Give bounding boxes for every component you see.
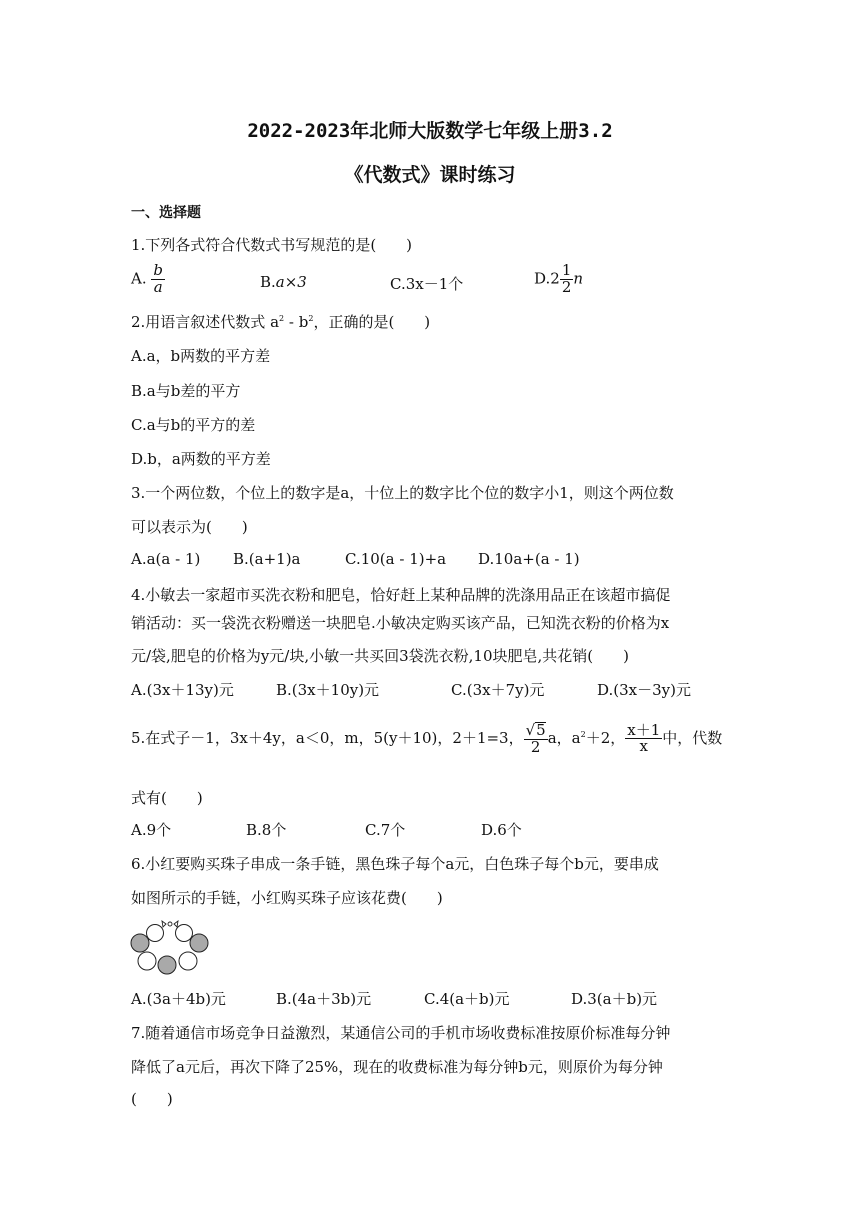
- q1-d-variable: n: [573, 269, 584, 288]
- q5-text-3: 中，代数: [662, 728, 723, 747]
- q1-option-b-text: a×3: [275, 273, 307, 291]
- q3-line-2: 可以表示为( ): [131, 518, 248, 536]
- q1-d-denominator: 2: [561, 277, 572, 296]
- q2-stem-mid: - b: [284, 313, 309, 331]
- q2-sup1: 2: [279, 314, 285, 323]
- q4-option-b: B.(3x＋10y)元: [276, 681, 380, 699]
- q1-option-c-text: 3x－1个: [405, 275, 464, 293]
- q7-line-3: ( ): [131, 1090, 173, 1108]
- q6-line-2: 如图所示的手链，小红购买珠子应该花费( ): [131, 889, 443, 907]
- q5-fraction-2-denominator: x: [639, 737, 648, 756]
- q1-d-whole: 2: [550, 269, 560, 288]
- q5-fraction-2-numerator: x＋1: [627, 720, 661, 739]
- q3-option-a: A.a(a - 1): [131, 550, 201, 568]
- q2-option-c: C.a与b的平方的差: [131, 416, 256, 434]
- q4-option-d: D.(3x－3y)元: [597, 681, 691, 699]
- q5-after-fraction: a，a: [547, 728, 581, 747]
- q5-sup: 2: [580, 729, 586, 739]
- q5-sqrt-fraction: $\frac{√5}{2}$: [525, 721, 546, 756]
- q4-option-a: A.(3x＋13y)元: [131, 681, 234, 699]
- q3-option-d: D.10a+(a - 1): [478, 550, 580, 568]
- q2-stem-pre: 2.用语言叙述代数式 a: [131, 313, 280, 331]
- q7-line-2: 降低了a元后，再次下降了25%，现在的收费标准为每分钟b元，则原价为每分钟: [131, 1058, 663, 1076]
- q1-option-d-prefix: D.: [534, 269, 551, 288]
- q1-option-d-fraction: [560, 263, 574, 296]
- bead-white-bottom-right: [179, 952, 197, 970]
- q1-option-c: [390, 273, 463, 294]
- q1-a-numerator: b: [153, 261, 163, 279]
- q1-d-numerator: 1: [561, 261, 572, 279]
- q1-option-a: [131, 263, 165, 296]
- section-heading: 一、选择题: [131, 205, 201, 221]
- q5-text-2: ＋2，: [585, 728, 626, 747]
- bead-gray-left: [131, 934, 149, 952]
- q7-line-1: 7.随着通信市场竞争日益激烈，某通信公司的手机市场收费标准按原价标准每分钟: [131, 1024, 671, 1042]
- bracelet-figure: [128, 917, 212, 975]
- q6-line-1: 6.小红要购买珠子串成一条手链，黑色珠子每个a元，白色珠子每个b元，要串成: [131, 855, 659, 873]
- q5-option-b: B.8个: [246, 821, 287, 839]
- q1-a-denominator: a: [153, 277, 163, 296]
- q2-option-b: B.a与b差的平方: [131, 382, 241, 400]
- q5-sqrt-radicand: 5: [536, 721, 546, 739]
- bracelet-knot: [168, 922, 172, 926]
- q4-line-2: 销活动：买一袋洗衣粉赠送一块肥皂.小敏决定购买该产品，已知洗衣粉的价格为x: [131, 614, 670, 632]
- q1-stem: 1.下列各式符合代数式书写规范的是( ): [131, 236, 413, 254]
- q6-option-c: C.4(a＋b)元: [424, 990, 510, 1008]
- q5-text-1: 5.在式子－1，3x＋4y，a＜0，m，5(y＋10)，2＋1=3，: [131, 728, 524, 747]
- q1-option-a-prefix: A.: [131, 269, 147, 288]
- q5-fraction-2: [625, 720, 662, 756]
- title-line-1: 2022-2023年北师大版数学七年级上册3.2: [247, 120, 613, 142]
- bead-gray-right: [190, 934, 208, 952]
- q5-option-a: A.9个: [131, 821, 172, 839]
- q5-option-d: D.6个: [481, 821, 522, 839]
- q2-stem-post: ，正确的是( ): [313, 313, 431, 331]
- q2-option-d: D.b，a两数的平方差: [131, 450, 271, 468]
- q1-option-b-prefix: B.: [260, 273, 276, 291]
- q4-line-3: 元/袋,肥皂的价格为y元/块,小敏一共买回3袋洗衣粉,10块肥皂,共花销( ): [131, 647, 629, 665]
- q5-option-c: C.7个: [365, 821, 406, 839]
- q6-option-d: D.3(a＋b)元: [571, 990, 658, 1008]
- q2-sup2: 2: [308, 314, 314, 323]
- q1-option-c-prefix: C.: [390, 275, 406, 293]
- q4-line-1: 4.小敏去一家超市买洗衣粉和肥皂，恰好赶上某种品牌的洗涤用品正在该超市搞促: [131, 586, 671, 604]
- bead-white-bottom-left: [138, 952, 156, 970]
- q6-option-b: B.(4a＋3b)元: [276, 990, 372, 1008]
- q5-fraction-denominator: 2: [530, 737, 541, 756]
- q4-option-c: C.(3x＋7y)元: [451, 681, 545, 699]
- q2-option-a: A.a，b两数的平方差: [131, 347, 271, 365]
- title-line-2: 《代数式》课时练习: [344, 164, 516, 186]
- q1-option-b: [260, 273, 307, 291]
- bead-white-top-left: [147, 925, 164, 942]
- q2-stem: [131, 311, 430, 332]
- bead-gray-bottom: [158, 956, 176, 974]
- q3-option-b: B.(a+1)a: [233, 550, 301, 568]
- q5-line-2: 式有( ): [131, 789, 203, 807]
- q1-option-a-fraction: [151, 263, 165, 296]
- q6-option-a: A.(3a＋4b)元: [131, 990, 226, 1008]
- q3-line-1: 3.一个两位数，个位上的数字是a，十位上的数字比个位的数字小1，则这个两位数: [131, 484, 674, 502]
- bead-white-top-right: [176, 925, 193, 942]
- q3-option-c: C.10(a - 1)+a: [345, 550, 447, 568]
- q1-option-d: [534, 263, 583, 296]
- q5-line-1: [131, 722, 722, 756]
